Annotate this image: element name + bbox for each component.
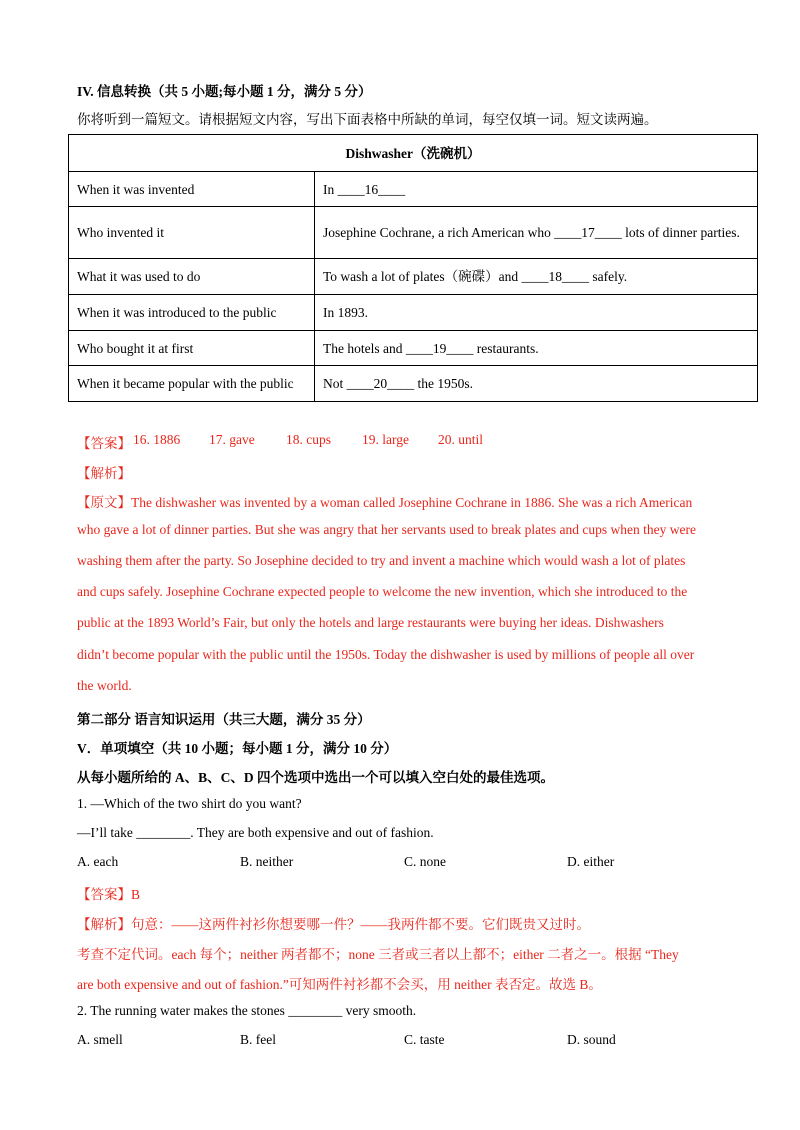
section5-instructions: 从每小题所给的 A、B、C、D 四个选项中选出一个可以填入空白处的最佳选项。 — [77, 770, 555, 785]
answer-label: 【答案】 — [77, 436, 131, 451]
original-text-line: washing them after the party. So Josephine decided to try and invent a machine which would wash a lot of plates — [77, 553, 686, 568]
table-cell-answer: Josephine Cochrane, a rich American who ____17____ lots of dinner parties. — [315, 207, 758, 259]
option-d: D. either — [567, 854, 615, 869]
answer-item: 19. large — [362, 432, 409, 447]
option-c: C. none — [404, 854, 446, 869]
option-b: B. neither — [240, 854, 294, 869]
question-1-answer: 【答案】B — [77, 887, 141, 902]
table-cell-answer: The hotels and ____19____ restaurants. — [315, 331, 758, 366]
part2-heading: 第二部分 语言知识运用（共三大题，满分 35 分） — [77, 712, 371, 727]
question-1-line1: 1. —Which of the two shirt do you want? — [77, 796, 302, 811]
table-cell-question: Who bought it at first — [69, 331, 315, 366]
table-row — [69, 172, 758, 207]
original-text-line: the world. — [77, 678, 132, 693]
table-title: Dishwasher（洗碗机） — [69, 135, 758, 172]
answer-item: 17. gave — [209, 432, 255, 447]
table-cell-answer: In ____16____ — [315, 172, 758, 207]
option-d: D. sound — [567, 1032, 616, 1047]
table-row — [69, 295, 758, 331]
info-table — [68, 134, 758, 402]
option-b: B. feel — [240, 1032, 276, 1047]
original-text-line: public at the 1893 World’s Fair, but only the hotels and large restaurants were buying her ideas. Dishwashers — [77, 615, 664, 630]
question-1-analysis-line: are both expensive and out of fashion.”可知两件衬衫都不会买，用 neither 表否定。故选 B。 — [77, 977, 602, 992]
table-row — [69, 259, 758, 295]
answer-item: 20. until — [438, 432, 484, 447]
table-cell-answer: In 1893. — [315, 295, 758, 331]
answer-item: 16. 1886 — [133, 432, 181, 447]
table-cell-question: Who invented it — [69, 207, 315, 259]
table-cell-question: When it was invented — [69, 172, 315, 207]
option-c: C. taste — [404, 1032, 445, 1047]
table-row — [69, 207, 758, 259]
answer-item: 18. cups — [286, 432, 331, 447]
table-cell-question: What it was used to do — [69, 259, 315, 295]
table-row — [69, 366, 758, 402]
table-cell-answer: To wash a lot of plates（碗碟）and ____18____ safely. — [315, 259, 758, 295]
table-cell-answer: Not ____20____ the 1950s. — [315, 366, 758, 402]
option-a: A. each — [77, 854, 119, 869]
original-text-line: who gave a lot of dinner parties. But she was angry that her servants used to break plates and cups when they were — [77, 522, 696, 537]
table-cell-question: When it became popular with the public — [69, 366, 315, 402]
question-1-line2: —I’ll take ________. They are both expensive and out of fashion. — [77, 825, 434, 840]
section5-heading: V．单项填空（共 10 小题；每小题 1 分，满分 10 分） — [77, 741, 398, 756]
question-1-analysis-line: 【解析】句意：——这两件衬衫你想要哪一件？——我两件都不要。它们既贵又过时。 — [77, 917, 590, 932]
analysis-label: 【解析】 — [77, 466, 131, 481]
original-label: 【原文】 — [77, 495, 131, 510]
original-text-line: and cups safely. Josephine Cochrane expected people to welcome the new invention, which she introduced to the — [77, 584, 688, 599]
table-cell-question: When it was introduced to the public — [69, 295, 315, 331]
section4-heading: IV. 信息转换（共 5 小题;每小题 1 分，满分 5 分） — [77, 84, 372, 99]
original-text-line: didn’t become popular with the public until the 1950s. Today the dishwasher is used by millions of people all over — [77, 647, 695, 662]
section4-instructions: 你将听到一篇短文。请根据短文内容，写出下面表格中所缺的单词，每空仅填一词。短文读两遍。 — [77, 112, 658, 127]
original-text-line: 【原文】The dishwasher was invented by a woman called Josephine Cochrane in 1886. She was a rich American — [77, 495, 693, 510]
question-2-line1: 2. The running water makes the stones ________ very smooth. — [77, 1003, 417, 1018]
table-row — [69, 331, 758, 366]
question-1-analysis-line: 考查不定代词。each 每个；neither 两者都不；none 三者或三者以上都不；either 二者之一。根据 “They — [77, 947, 679, 962]
option-a: A. smell — [77, 1032, 123, 1047]
